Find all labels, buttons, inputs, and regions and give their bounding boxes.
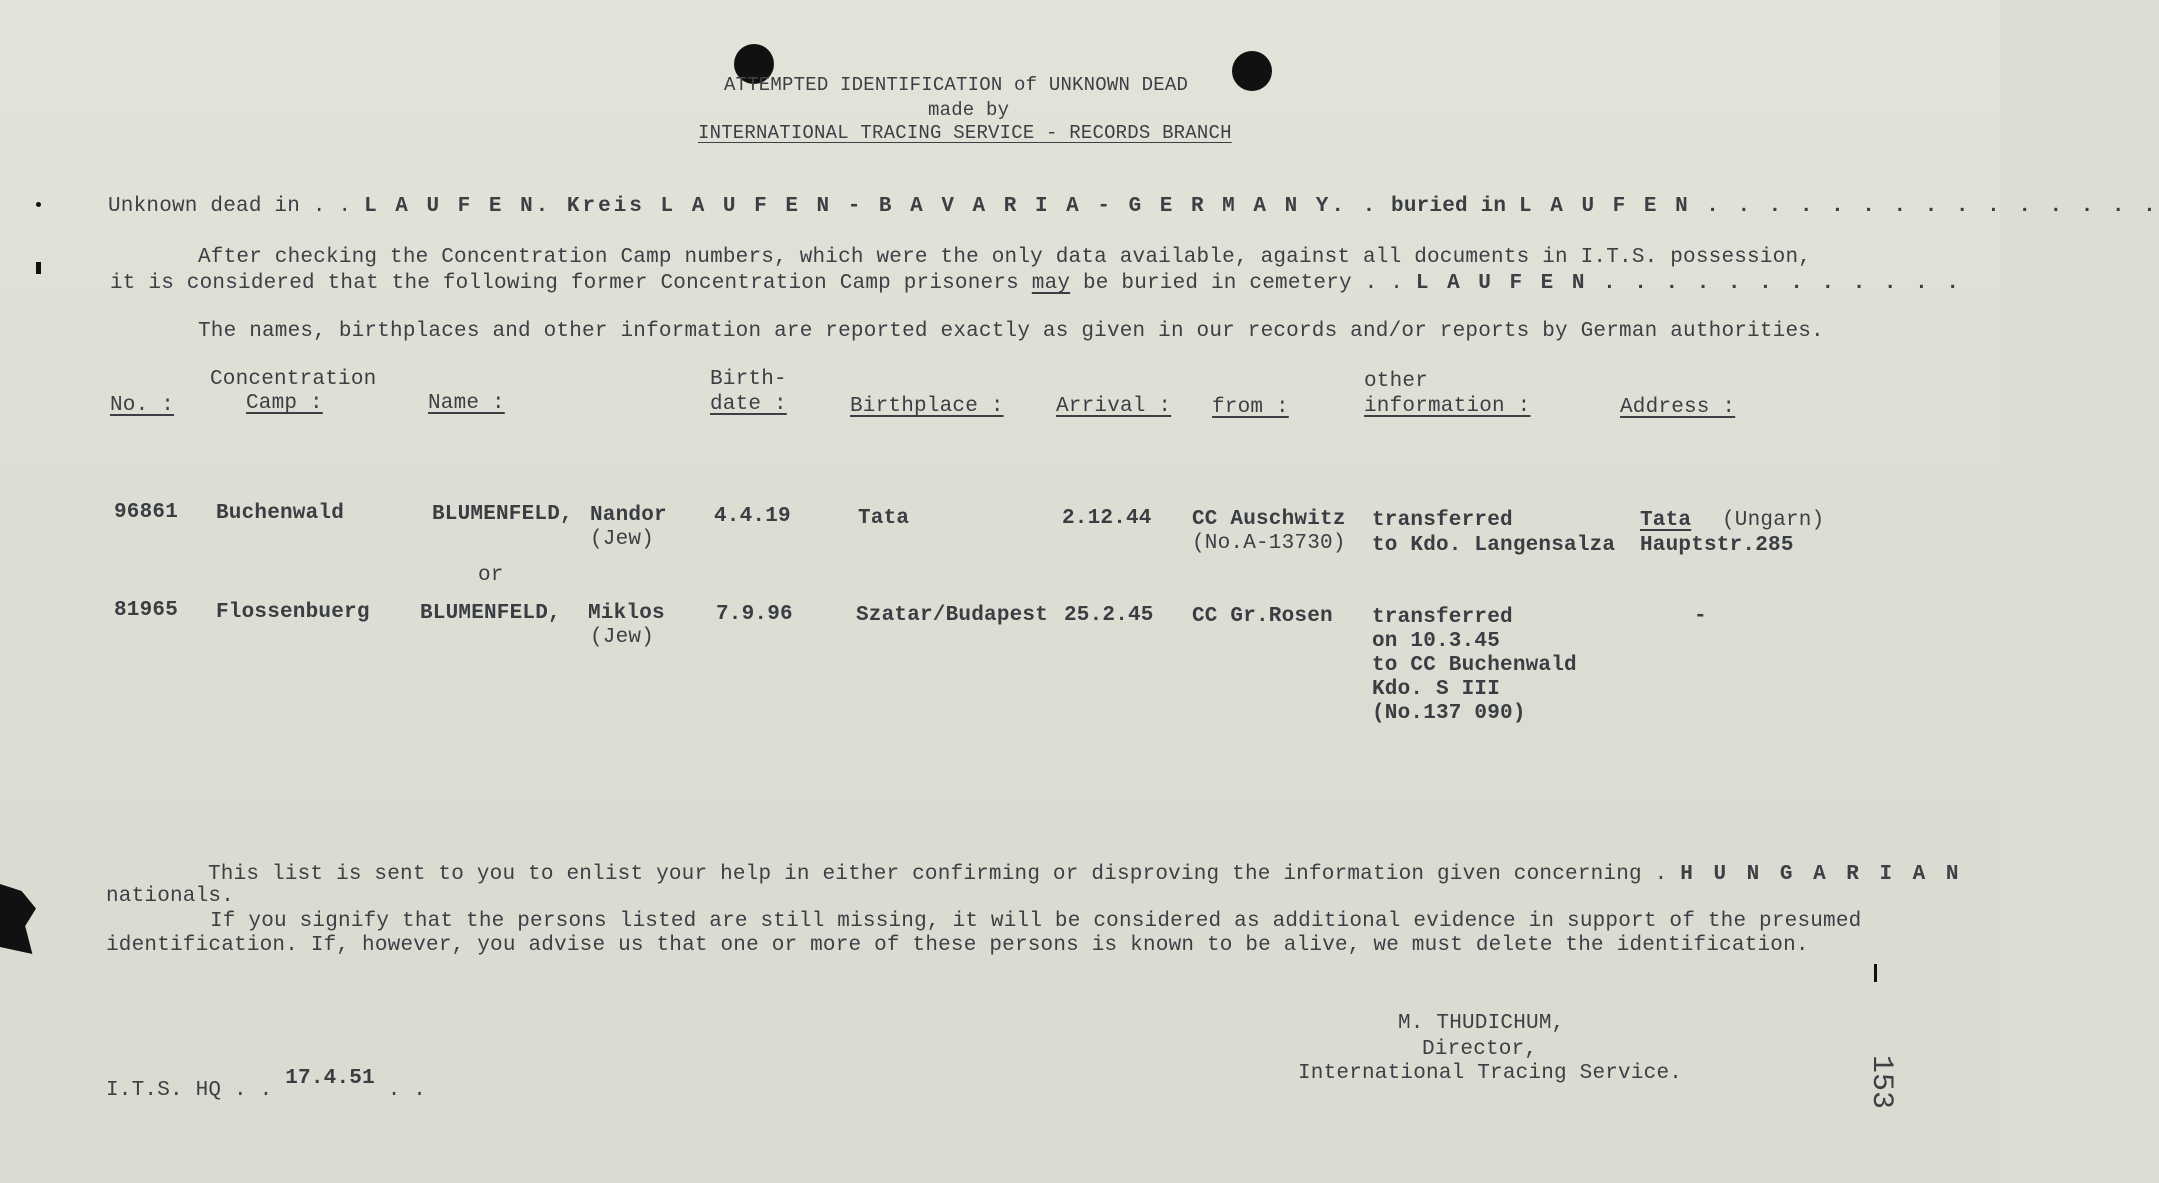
row-address: - <box>1694 605 1707 628</box>
hq-label: I.T.S. HQ . . <box>106 1079 273 1102</box>
intro-line-2-start: it is considered that the following former Concentration Camp prisoners <box>110 272 1019 295</box>
row-other-4: Kdo. S III <box>1372 678 1501 701</box>
col-birthdate-top: Birth- <box>710 368 787 391</box>
header-its-records: INTERNATIONAL TRACING SERVICE - RECORDS BRANCH <box>698 122 1232 144</box>
row-religion: (Jew) <box>590 626 655 649</box>
row-religion: (Jew) <box>590 528 655 551</box>
row-other-2: to Kdo. Langensalza <box>1372 534 1616 557</box>
header-title: ATTEMPTED IDENTIFICATION of UNKNOWN DEAD <box>724 74 1189 96</box>
col-birthdate-bottom: date : <box>710 393 787 416</box>
row-birthdate: 7.9.96 <box>716 603 793 626</box>
row-other-1: transferred <box>1372 606 1513 629</box>
hq-line <box>106 1067 427 1102</box>
row-firstname: Miklos <box>588 602 665 625</box>
row-no: 96861 <box>114 501 179 524</box>
intro-line-3: The names, birthplaces and other information are reported exactly as given in our records and/or reports by German authorities. <box>198 320 1824 343</box>
row-birthplace: Tata <box>858 507 910 530</box>
row-camp: Flossenbuerg <box>216 601 370 624</box>
row-address-2: Hauptstr.285 <box>1640 534 1794 557</box>
hq-dots: . . <box>387 1079 427 1102</box>
row-arrival: 25.2.45 <box>1064 604 1154 627</box>
row-other-1: transferred <box>1372 509 1513 532</box>
cemetery-place: L A U F E N . . . . . . . . . . . . <box>1415 272 1962 295</box>
signature-name: M. THUDICHUM, <box>1398 1012 1565 1035</box>
col-other-bottom: information : <box>1364 395 1531 418</box>
row-surname: BLUMENFELD, <box>420 602 561 625</box>
footer-p1-line-1 <box>208 864 1963 885</box>
row-from-2: (No.A-13730) <box>1192 532 1346 555</box>
right-tick-mark <box>1874 964 1877 982</box>
buried-place: L A U F E N . . . . . . . . . . . . . . . <box>1519 195 2159 218</box>
signature-org: International Tracing Service. <box>1298 1062 1683 1085</box>
col-no: No. : <box>110 394 175 417</box>
col-arrival: Arrival : <box>1056 395 1172 418</box>
hq-date: 17.4.51 <box>285 1067 375 1090</box>
row-arrival: 2.12.44 <box>1062 507 1152 530</box>
footer-p2-line-1: If you signify that the persons listed are still missing, it will be considered as additional evidence in support of the presumed <box>210 910 1862 933</box>
col-name: Name : <box>428 392 505 415</box>
or-separator: or <box>478 564 504 587</box>
row-birthdate: 4.4.19 <box>714 505 791 528</box>
buried-label: buried in <box>1391 195 1507 218</box>
row-no: 81965 <box>114 599 179 622</box>
row-address-1-city: Tata <box>1640 509 1692 532</box>
row-address-1-country: (Ungarn) <box>1722 509 1825 532</box>
intro-line-2-end: be buried in cemetery . . <box>1082 272 1404 295</box>
col-other-top: other <box>1364 370 1429 393</box>
death-place: L A U F E N. Kreis L A U F E N - B A V A R I A - G E R M A N Y. . <box>364 195 1379 218</box>
punch-hole-right <box>1232 51 1272 91</box>
row-from-1: CC Gr.Rosen <box>1192 605 1333 628</box>
col-address: Address : <box>1620 396 1736 419</box>
row-surname: BLUMENFELD, <box>432 503 573 526</box>
row-firstname: Nandor <box>590 504 667 527</box>
footer-p1-text: This list is sent to you to enlist your help in either confirming or disproving the information given concerning . <box>208 863 1668 886</box>
row-other-2: on 10.3.45 <box>1372 630 1501 653</box>
col-birthplace: Birthplace : <box>850 395 1004 418</box>
left-dot-2 <box>36 262 41 274</box>
intro-line-1: After checking the Concentration Camp numbers, which were the only data available, against all documents in I.T.S. possession, <box>198 246 1812 269</box>
footer-p2-line-2: identification. If, however, you advise us that one or more of these persons is known to be alive, we must delete the identification. <box>106 934 1809 957</box>
intro-line-2 <box>110 273 1962 294</box>
row-other-3: to CC Buchenwald <box>1372 654 1577 677</box>
page-number: 153 <box>1864 1055 1898 1110</box>
signature-title: Director, <box>1422 1038 1538 1061</box>
col-camp-bottom: Camp : <box>246 392 323 415</box>
footer-p1-line-2: nationals. <box>106 885 235 908</box>
row-other-5: (No.137 090) <box>1372 702 1526 725</box>
unknown-dead-line <box>108 196 2159 217</box>
row-from-1: CC Auschwitz <box>1192 508 1346 531</box>
intro-may: may <box>1031 272 1071 295</box>
header-made-by: made by <box>928 99 1010 121</box>
unknown-dead-prefix: Unknown dead in . . <box>108 195 352 218</box>
nationality: H U N G A R I A N <box>1680 863 1963 886</box>
left-margin-mark <box>0 884 36 954</box>
row-camp: Buchenwald <box>216 502 345 525</box>
left-dot-1 <box>36 202 41 207</box>
col-camp-top: Concentration <box>210 368 377 391</box>
row-birthplace: Szatar/Budapest <box>856 604 1049 627</box>
col-from: from : <box>1212 396 1289 419</box>
